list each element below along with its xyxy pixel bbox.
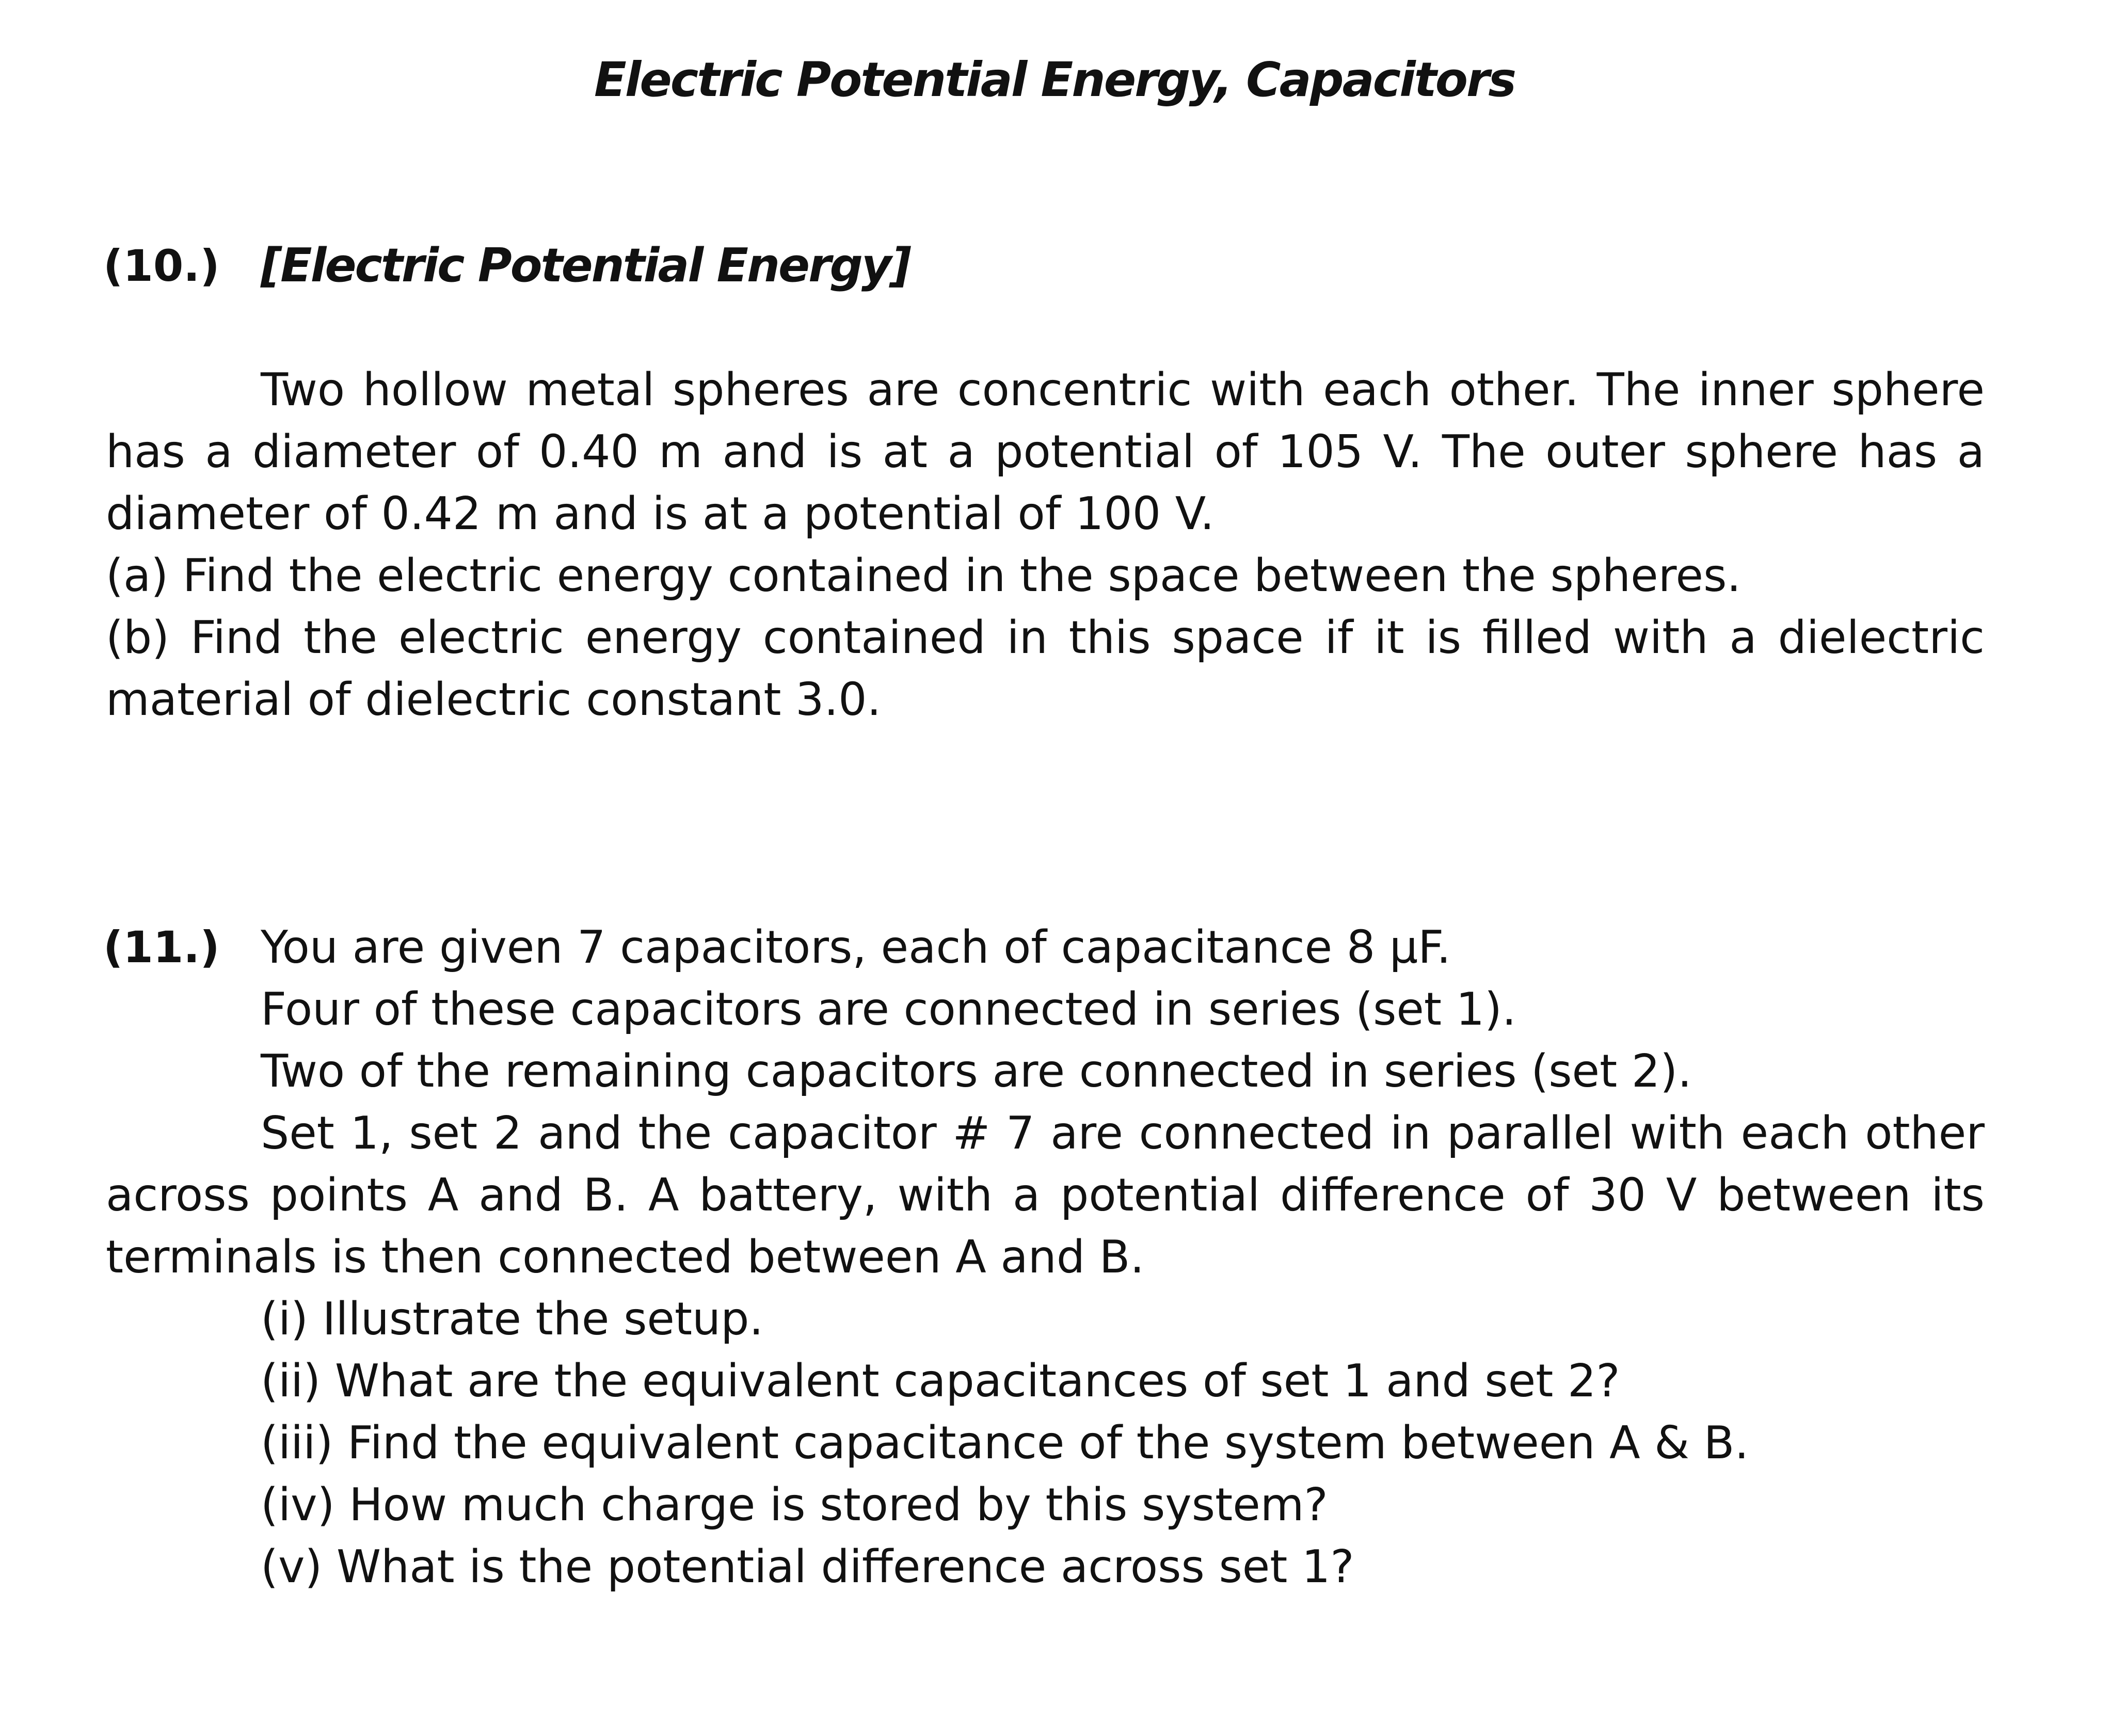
question-10-part-a: (a) Find the electric energy contained in the space between the spheres. [106, 549, 1741, 602]
question-10-part-b: (b) Find the electric energy contained in this space if it is filled with a dielectric material of dielectric constant 3.0. [106, 611, 1985, 726]
question-11-line-1: You are given 7 capacitors, each of capacitance 8 µF. [261, 921, 1451, 974]
question-10-topic: [Electric Potential Energy] [261, 238, 910, 293]
question-11-line-3: Two of the remaining capacitors are connected in series (set 2). [261, 1045, 1692, 1097]
question-10-paragraph: Two hollow metal spheres are concentric with each other. The inner sphere has a diameter of 0.40 m and is at a potential of 105 V. The outer sphere has a diameter of 0.42 m and is at a potential of 100 V. [106, 363, 1985, 540]
question-11-part-iii: (iii) Find the equivalent capacitance of the system between A & B. [261, 1416, 1749, 1469]
question-11-line-2: Four of these capacitors are connected in series (set 1). [261, 983, 1516, 1036]
question-11-number: (11.) [103, 922, 220, 973]
question-11-part-ii: (ii) What are the equivalent capacitances of set 1 and set 2? [261, 1355, 1620, 1407]
question-11-part-iv: (iv) How much charge is stored by this system? [261, 1478, 1328, 1531]
question-11-part-i: (i) Illustrate the setup. [261, 1293, 764, 1345]
document-title: Electric Potential Energy, Capacitors [594, 52, 1515, 107]
question-11-paragraph: Set 1, set 2 and the capacitor # 7 are connected in parallel with each other across points A and B. A battery, with a potential difference of 30 V between its terminals is then connected between A and B. [106, 1107, 1985, 1283]
question-10-number: (10.) [103, 241, 220, 291]
question-11-part-v: (v) What is the potential difference across set 1? [261, 1540, 1354, 1593]
